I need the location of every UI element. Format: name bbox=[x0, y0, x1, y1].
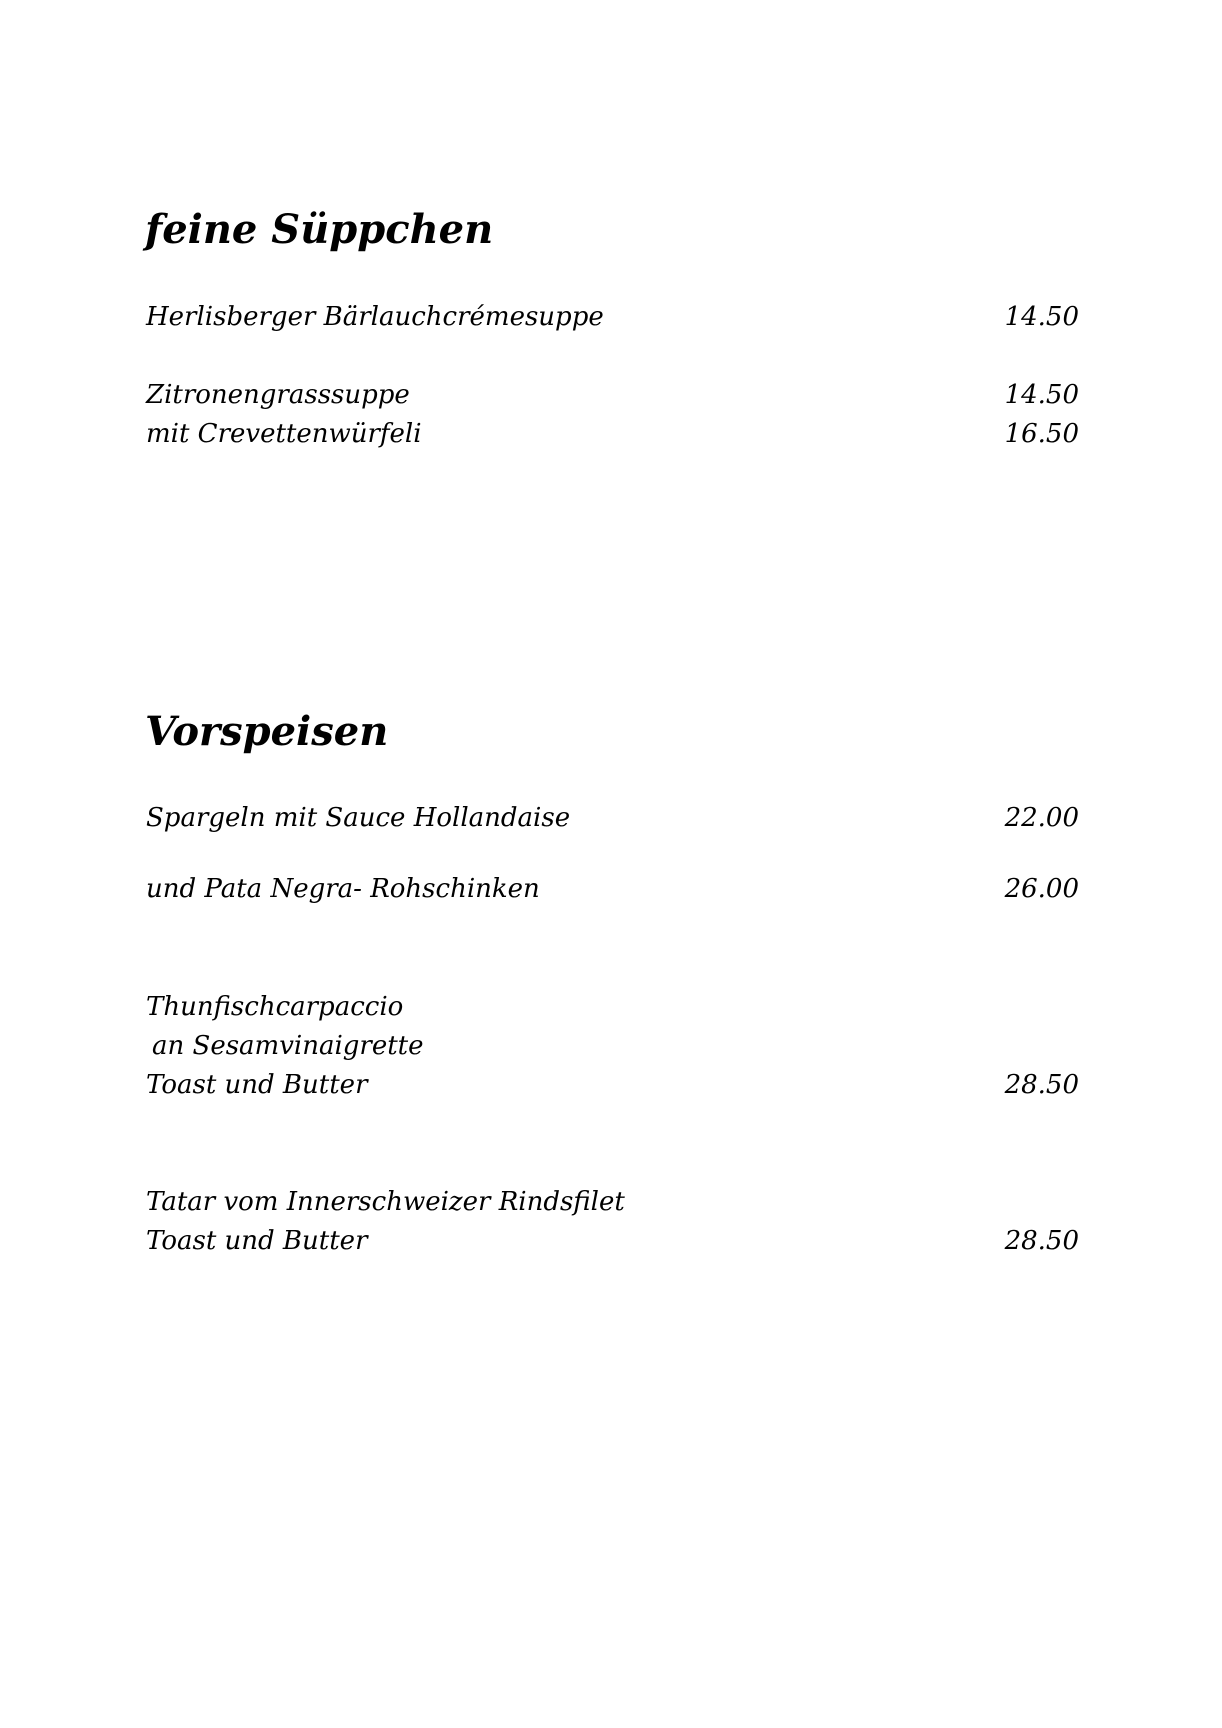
menu-item-price: 16.50 bbox=[1004, 419, 1079, 449]
menu-item-price: 14.50 bbox=[1004, 302, 1079, 332]
menu-item-name: mit Crevettenwürfeli bbox=[146, 419, 422, 449]
section-heading-starters: Vorspeisen bbox=[145, 708, 389, 755]
menu-item-name: Thunfischcarpaccio bbox=[146, 992, 404, 1022]
menu-item-price: 28.50 bbox=[1004, 1070, 1079, 1100]
menu-item-price: 22.00 bbox=[1004, 803, 1079, 833]
menu-item-price: 14.50 bbox=[1004, 380, 1079, 410]
menu-item-name: Zitronengrasssuppe bbox=[146, 380, 410, 410]
menu-item-name: Spargeln mit Sauce Hollandaise bbox=[146, 803, 571, 833]
menu-item-price: 28.50 bbox=[1004, 1226, 1079, 1256]
menu-item-name: Toast und Butter bbox=[146, 1070, 368, 1100]
menu-item-name: an Sesamvinaigrette bbox=[152, 1031, 424, 1061]
menu-item-name: und Pata Negra- Rohschinken bbox=[146, 874, 540, 904]
menu-item-name: Herlisberger Bärlauchcrémesuppe bbox=[146, 302, 604, 332]
section-heading-soups: feine Süppchen bbox=[145, 206, 494, 253]
menu-item-name: Tatar vom Innerschweizer Rindsfilet bbox=[146, 1187, 625, 1217]
menu-item-price: 26.00 bbox=[1004, 874, 1079, 904]
menu-item-name: Toast und Butter bbox=[146, 1226, 368, 1256]
